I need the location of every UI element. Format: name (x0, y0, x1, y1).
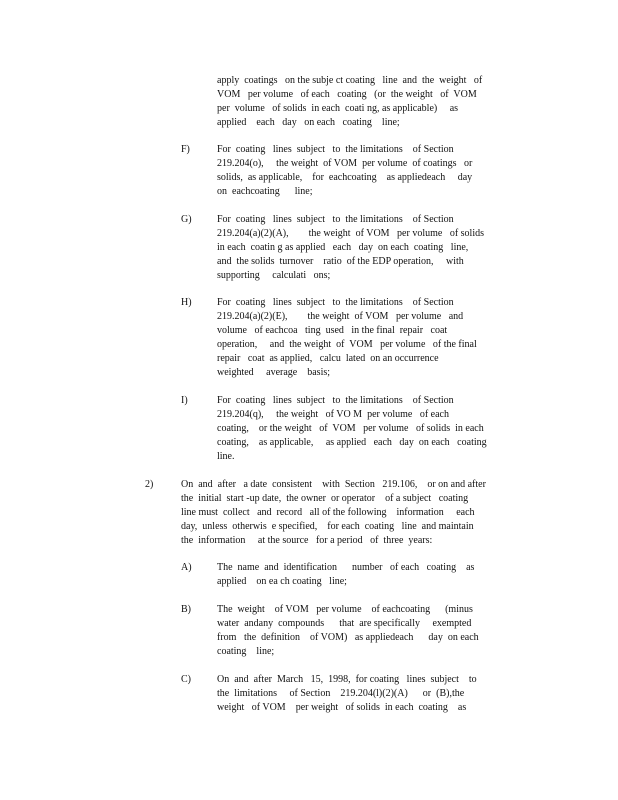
text-line: from the definition of VOM) as appliedeach day on each (217, 631, 479, 643)
text-line: 219.204(a)(2)(A), the weight of VOM per volume of solids (217, 227, 484, 239)
text-line: repair coat as applied, calcu lated on an occurrence (217, 352, 439, 364)
text-line: The name and identification number of each coating as (217, 562, 475, 573)
text-line: applied on ea ch coating line; (217, 575, 347, 587)
text-line: apply coatings on the subje ct coating line and the weight of (217, 75, 483, 86)
text-line: coating line; (217, 645, 275, 657)
text-line: On and after March 15, 1998, for coating lines subject to (217, 674, 477, 685)
text-line: For coating lines subject to the limitations of Section (217, 395, 454, 406)
text-line: 219.204(q), the weight of VO M per volume of each (217, 408, 449, 420)
text-line: and the solids turnover ratio of the EDP operation, with (217, 255, 464, 267)
text-line: coating, as applicable, as applied each day on each coating (217, 436, 487, 448)
item-b-paragraph (217, 603, 479, 659)
section-marker-2: 2) (145, 479, 154, 490)
item-marker-c: C) (181, 674, 191, 685)
text-line: solids, as applicable, for eachcoating as appliedeach day (217, 171, 473, 183)
text-line: volume of eachcoa ting used in the final repair coat (217, 324, 448, 336)
item-g-paragraph (217, 213, 484, 283)
section-2-paragraph (181, 478, 486, 548)
text-line: on eachcoating line; (217, 185, 313, 197)
text-line: per volume of solids in each coati ng, as applicable) as (217, 102, 459, 114)
item-marker-h: H) (181, 297, 192, 308)
text-line: weight of VOM per weight of solids in each coating as (217, 701, 467, 713)
continuation-paragraph (217, 74, 482, 130)
item-h-paragraph (217, 296, 477, 379)
text-line: the information at the source for a period of three years: (181, 534, 433, 546)
text-line: supporting calculati ons; (217, 269, 331, 281)
text-line: For coating lines subject to the limitations of Section (217, 214, 454, 225)
item-marker-b: B) (181, 604, 191, 615)
text-line: coating, or the weight of VOM per volume of solids in each (217, 422, 484, 434)
text-line: For coating lines subject to the limitations of Section (217, 297, 454, 308)
text-line: line must collect and record all of the following information each (181, 506, 475, 518)
item-marker-f: F) (181, 144, 190, 155)
text-line: operation, and the weight of VOM per volume of the final (217, 338, 477, 350)
text-line: weighted average basis; (217, 366, 331, 378)
item-a-paragraph (217, 561, 474, 589)
text-line: line. (217, 450, 235, 462)
item-c-paragraph (217, 673, 477, 715)
item-marker-a: A) (181, 562, 192, 573)
item-i-paragraph (217, 394, 487, 464)
text-line: applied each day on each coating line; (217, 116, 400, 128)
text-line: For coating lines subject to the limitations of Section (217, 144, 454, 155)
text-line: 219.204(a)(2)(E), the weight of VOM per volume and (217, 310, 464, 322)
text-line: The weight of VOM per volume of eachcoating (minus (217, 604, 473, 615)
item-f-paragraph (217, 143, 472, 199)
text-line: the initial start -up date, the owner or operator of a subject coating (181, 492, 469, 504)
item-marker-i: I) (181, 395, 188, 406)
text-line: day, unless otherwis e specified, for each coating line and maintain (181, 520, 474, 532)
item-marker-g: G) (181, 214, 192, 225)
text-line: VOM per volume of each coating (or the weight of VOM (217, 88, 477, 100)
text-line: water andany compounds that are specifically exempted (217, 617, 472, 629)
text-line: On and after a date consistent with Section 219.106, or on and after (181, 479, 486, 490)
text-line: 219.204(o), the weight of VOM per volume of coatings or (217, 157, 473, 169)
text-line: in each coatin g as applied each day on each coating line, (217, 241, 469, 253)
text-line: the limitations of Section 219.204(l)(2)(A) or (B),the (217, 687, 465, 699)
